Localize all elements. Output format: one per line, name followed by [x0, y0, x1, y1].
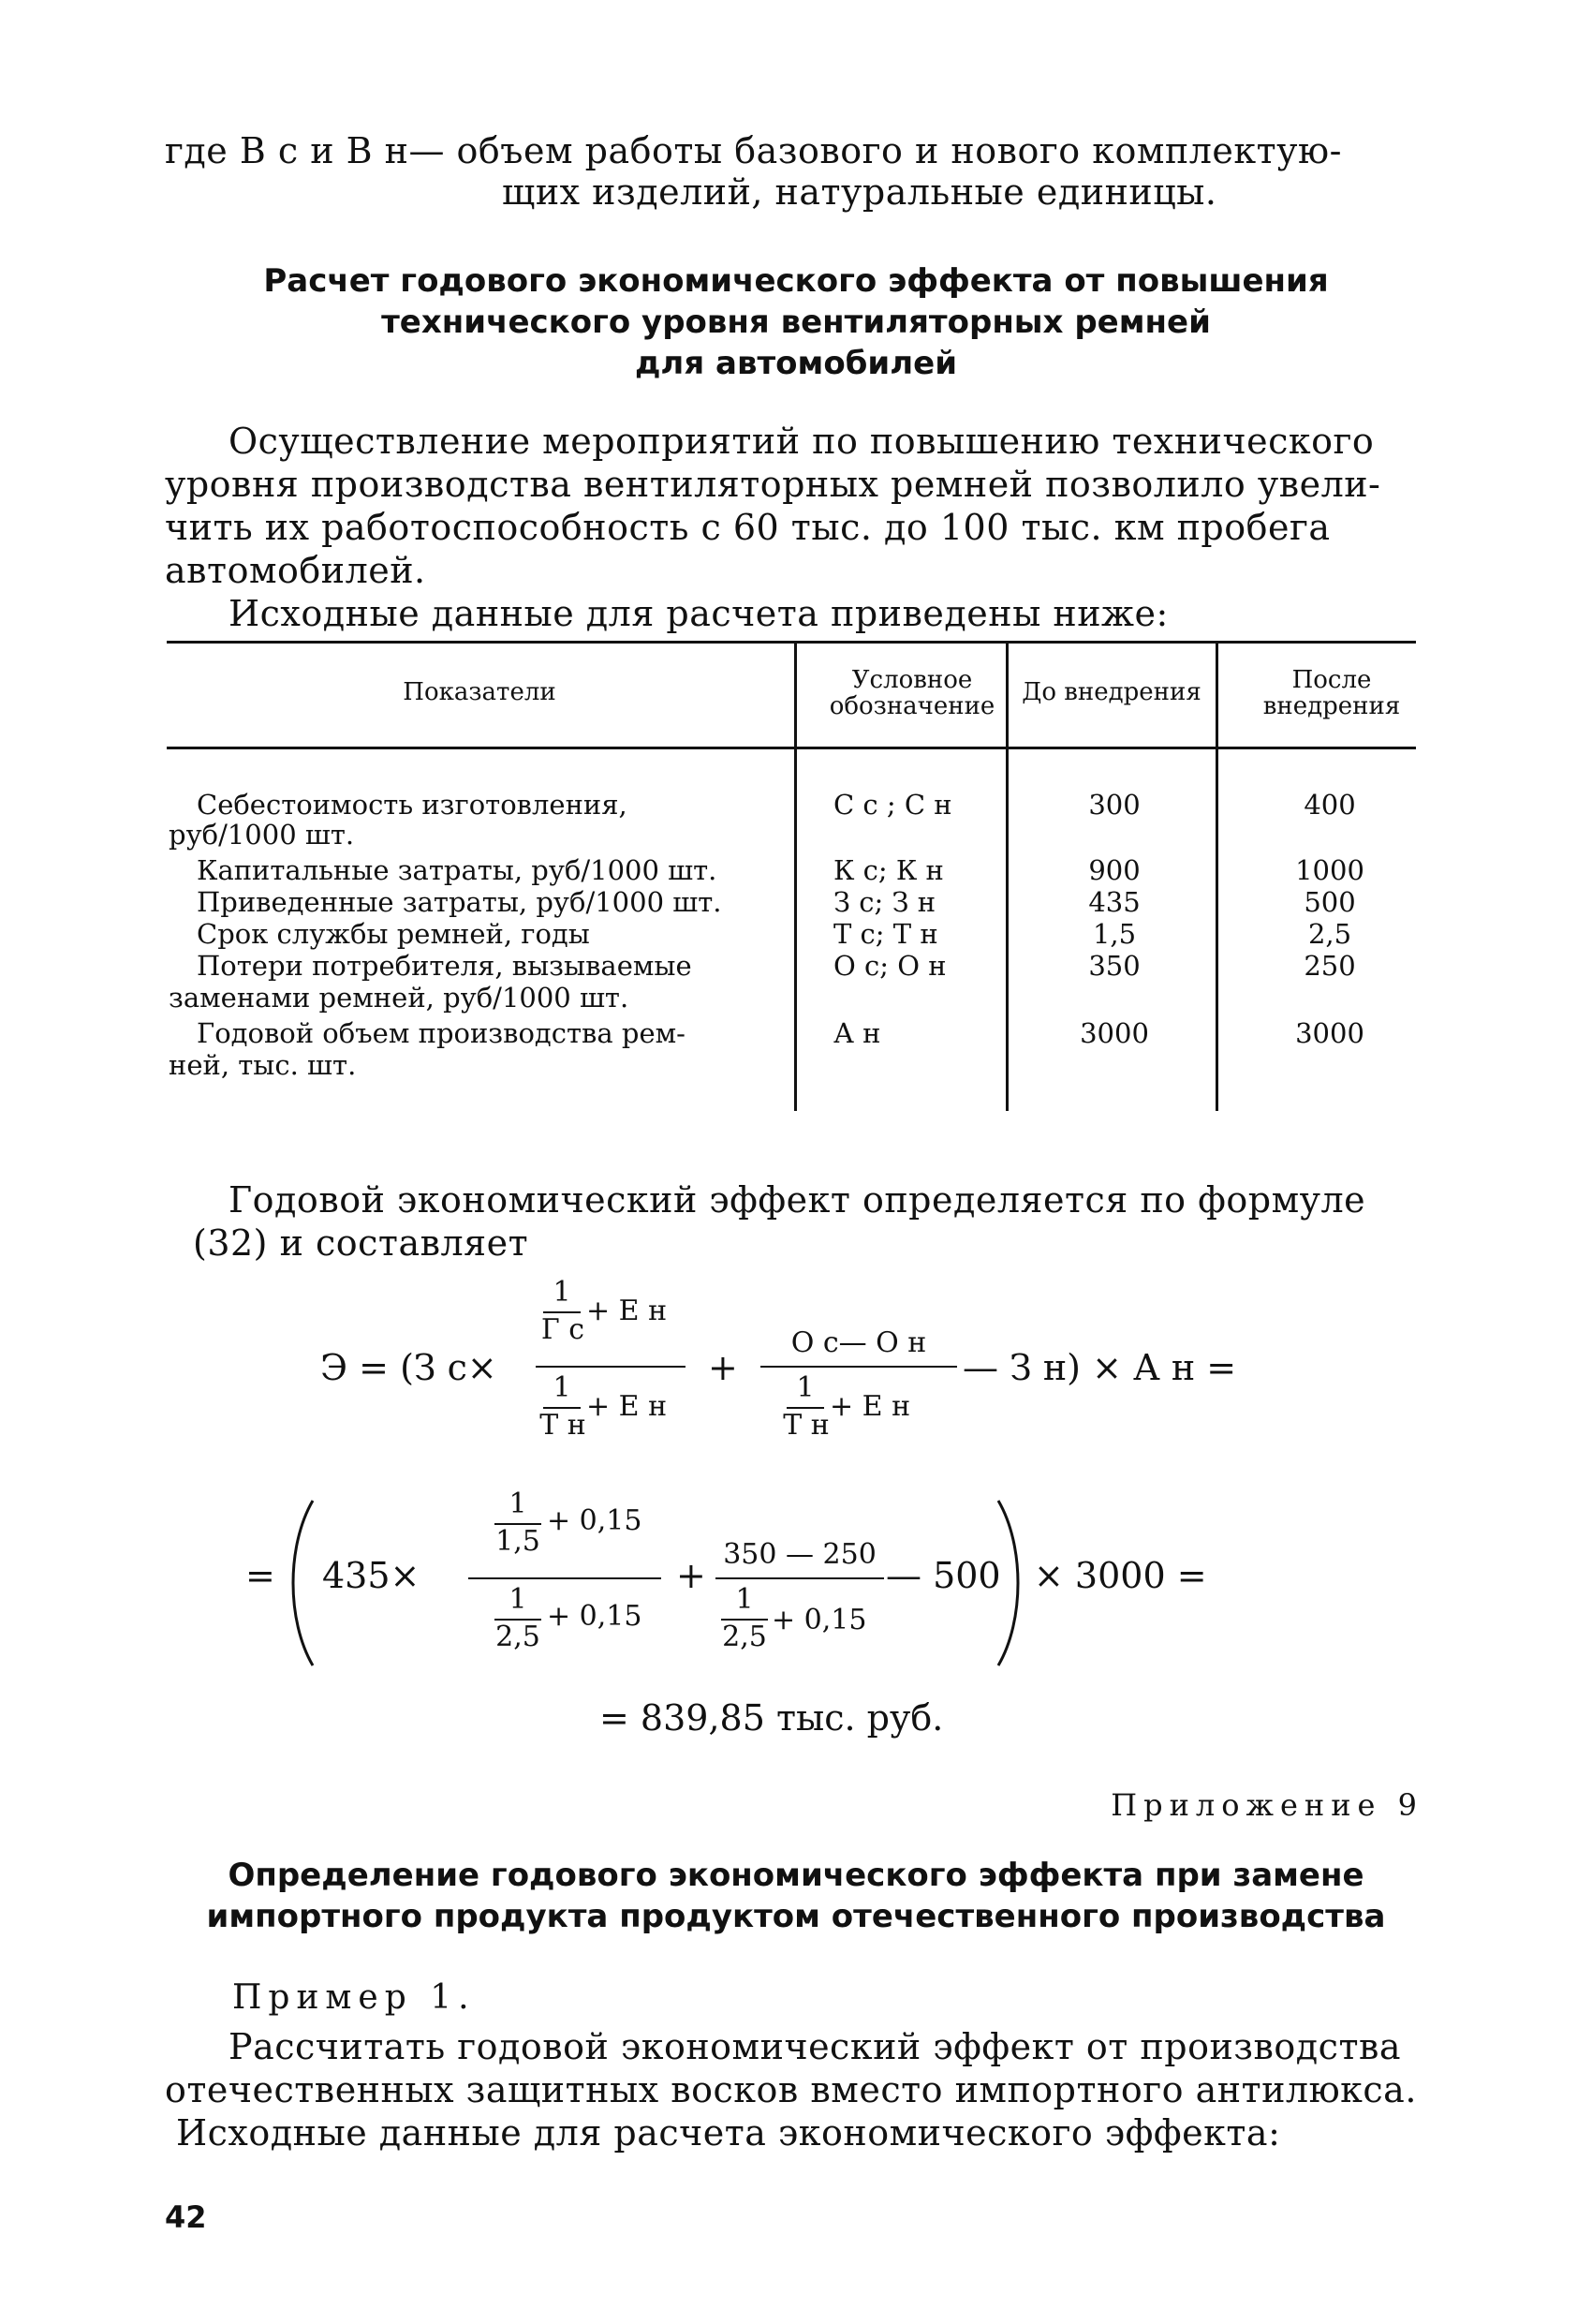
row-6-after: 3000 [1295, 1017, 1364, 1049]
formula-plus: + [708, 1347, 738, 1388]
numeric-eq: = [245, 1555, 275, 1596]
paragraph-line-3: чить их работоспособность с 60 тыс. до 100 тыс. км пробега [165, 507, 1331, 548]
paragraph-line-2: уровня производства вентиляторных ремней позволило увели- [165, 464, 1381, 505]
f1-main-bar [536, 1366, 685, 1368]
row-5-label-line-2: заменами ремней, руб/1000 шт. [169, 982, 629, 1014]
numeric-plus: + [676, 1555, 706, 1596]
table-header-rule [167, 747, 1416, 749]
row-6-before: 3000 [1080, 1017, 1149, 1049]
row-6-symbol: А н [833, 1017, 881, 1049]
formula-lhs: Э = (З с× [320, 1347, 497, 1388]
row-4-label: Срок службы ремней, годы [197, 918, 590, 950]
f2-main-bar [760, 1366, 957, 1368]
nf1-num-den: 1,5 [495, 1525, 540, 1558]
row-3-label: Приведенные затраты, руб/1000 шт. [197, 886, 722, 918]
row-4-symbol: Т с; Т н [833, 918, 938, 950]
f2-den-den: Т н [783, 1409, 830, 1442]
table-col-divider-2 [1006, 643, 1009, 1111]
row-4-before: 1,5 [1092, 918, 1137, 950]
row-3-symbol: З с; З н [833, 886, 936, 918]
page-number: 42 [165, 2199, 207, 2235]
appendix-label: Приложение 9 [1111, 1787, 1423, 1823]
section-title-line-3: для автомобилей [634, 345, 958, 382]
nf2-den-top: 1 [735, 1583, 754, 1616]
result: = 839,85 тыс. руб. [599, 1697, 944, 1739]
row-3-before: 435 [1088, 886, 1141, 918]
nf2-num: 350 — 250 [723, 1538, 877, 1571]
paragraph-line-1: Осуществление мероприятий по повышению технического [228, 421, 1375, 462]
section2-title-line-2: импортного продукта продуктом отечественного производства [206, 1898, 1386, 1935]
f1-den-den: Т н [539, 1409, 586, 1442]
row-3-after: 500 [1304, 886, 1356, 918]
intro-line-2: щих изделий, натуральные единицы. [502, 171, 1217, 213]
nf1-num-top: 1 [509, 1488, 527, 1520]
section2-title-line-1: Определение годового экономического эффекта при замене [228, 1857, 1364, 1894]
row-6-label-line-2: ней, тыс. шт. [169, 1049, 357, 1081]
table-col-divider-3 [1216, 643, 1218, 1111]
table-top-rule [167, 641, 1416, 644]
header-indicators: Показатели [403, 678, 556, 706]
row-5-after: 250 [1304, 950, 1356, 982]
right-paren [993, 1499, 1030, 1667]
formula-tail: — З н) × А н = [963, 1347, 1237, 1388]
nf1-num-plus: + 0,15 [547, 1504, 642, 1537]
example-label: Пример 1. [232, 1978, 476, 2017]
f1-den-top: 1 [553, 1371, 571, 1404]
intro-line-1: где В c и В н— объем работы базового и нового комплектую- [165, 130, 1342, 171]
table-intro: Исходные данные для расчета приведены ниже: [228, 593, 1169, 634]
formula-intro-line-2: (32) и составляет [193, 1222, 529, 1264]
left-paren [281, 1499, 318, 1667]
f1-num-top: 1 [553, 1276, 571, 1309]
row-1-symbol: С с ; С н [833, 789, 952, 821]
nf1-den-plus: + 0,15 [547, 1600, 642, 1633]
row-5-before: 350 [1088, 950, 1141, 982]
f2-num: О с— О н [790, 1326, 927, 1359]
row-1-label-line-2: руб/1000 шт. [169, 819, 355, 851]
nf1-den-den: 2,5 [495, 1621, 540, 1653]
nf1-main-bar [468, 1577, 661, 1579]
section2-paragraph-line-3: Исходные данные для расчета экономического эффекта: [176, 2112, 1281, 2154]
row-5-label-line-1: Потери потребителя, вызываемые [197, 950, 692, 982]
row-2-after: 1000 [1295, 854, 1364, 886]
nf2-den-den: 2,5 [722, 1621, 767, 1653]
numeric-tail: × 3000 = [1034, 1555, 1207, 1596]
formula-intro-line-1: Годовой экономический эффект определяется по формуле [228, 1179, 1366, 1221]
section2-paragraph-line-1: Рассчитать годовой экономический эффект от производства [228, 2026, 1402, 2067]
section2-paragraph-line-2: отечественных защитных восков вместо импортного антилюкса. [165, 2069, 1417, 2110]
row-2-before: 900 [1088, 854, 1141, 886]
row-1-after: 400 [1304, 789, 1356, 821]
row-2-label: Капитальные затраты, руб/1000 шт. [197, 854, 717, 886]
f1-den-plus: + Е н [586, 1390, 668, 1423]
row-1-label-line-1: Себестоимость изготовления, [197, 789, 627, 821]
f2-den-plus: + Е н [830, 1390, 911, 1423]
row-2-symbol: К с; К н [833, 854, 944, 886]
paragraph-line-4: автомобилей. [165, 550, 426, 591]
table-col-divider-1 [794, 643, 797, 1111]
header-symbol: Условное обозначение [829, 666, 995, 720]
row-6-label-line-1: Годовой объем производства рем- [197, 1017, 685, 1049]
header-after: После внедрения [1262, 666, 1401, 720]
section-title-line-2: технического уровня вентиляторных ремней [381, 303, 1211, 341]
f1-num-den: Г с [540, 1313, 585, 1346]
numeric-lead: 435× [322, 1555, 420, 1596]
section-title-line-1: Расчет годового экономического эффекта от повышения [263, 262, 1329, 300]
row-1-before: 300 [1088, 789, 1141, 821]
f1-num-plus: + Е н [586, 1295, 668, 1327]
numeric-minus-500: — 500 [886, 1555, 1001, 1596]
f2-den-top: 1 [796, 1371, 815, 1404]
row-4-after: 2,5 [1307, 918, 1352, 950]
nf1-den-top: 1 [509, 1583, 527, 1616]
nf2-main-bar [715, 1577, 884, 1579]
header-before: До внедрения [1022, 678, 1201, 706]
nf2-den-plus: + 0,15 [772, 1604, 867, 1636]
row-5-symbol: О с; О н [833, 950, 947, 982]
